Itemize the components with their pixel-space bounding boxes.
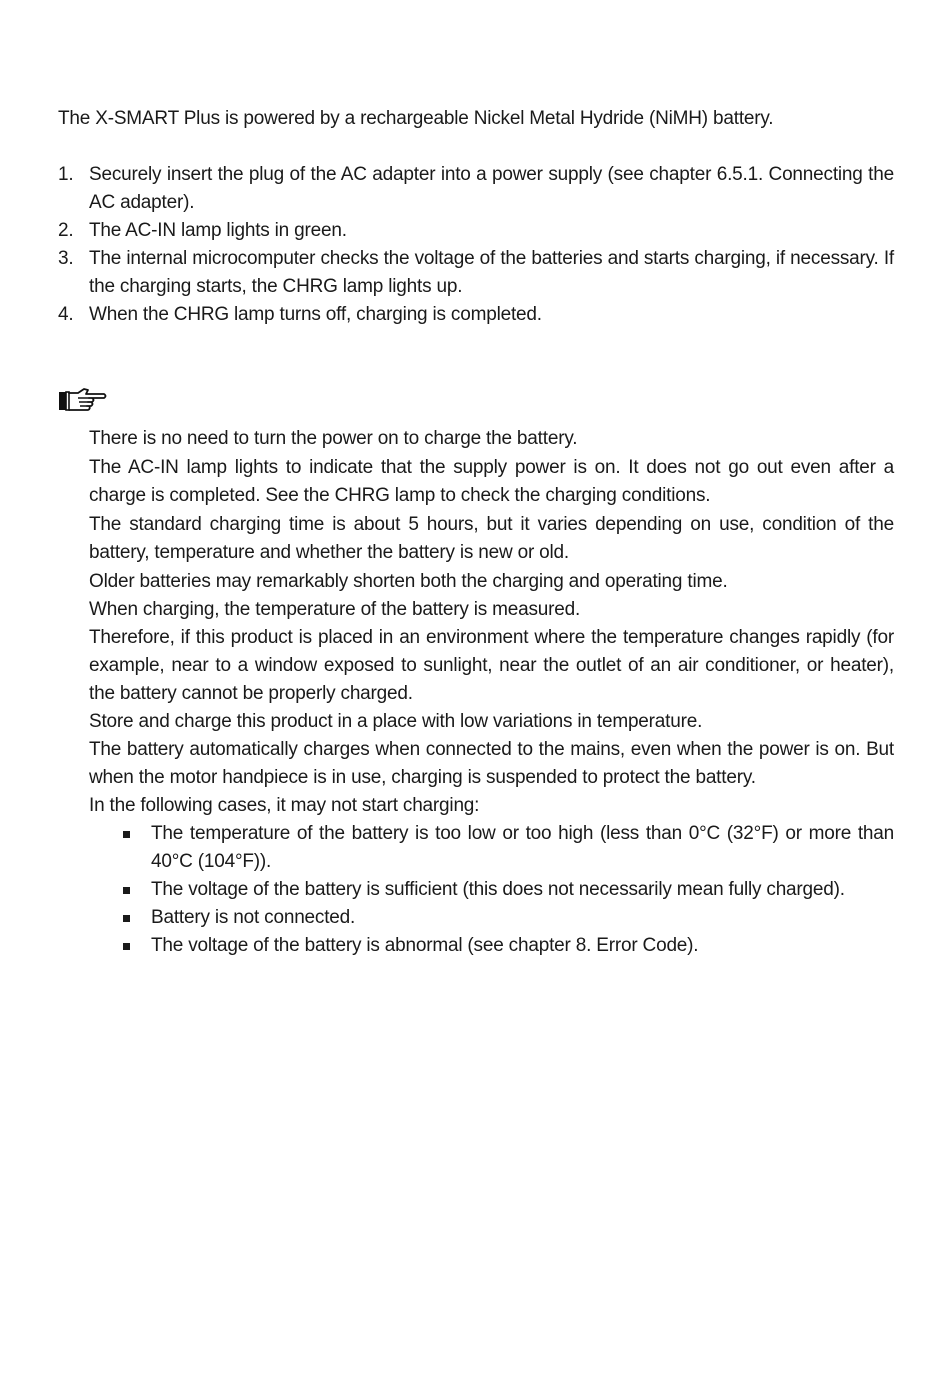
notes-section [89,425,894,960]
square-bullet-icon [123,887,130,894]
pointing-hand-icon [58,386,108,416]
step-number: 2. [58,220,74,241]
note-paragraph: The standard charging time is about 5 hours, but it varies depending on use, condition of the battery, temperature and whether the battery is new or old. [89,514,894,563]
charging-steps-list [58,161,894,329]
step-text: Securely insert the plug of the AC adapter into a power supply (see chapter 6.5.1. Connecting the AC adapter). [89,164,894,213]
list-item [89,904,894,932]
note-paragraph: When charging, the temperature of the battery is measured. [89,599,581,620]
note-paragraph: There is no need to turn the power on to charge the battery. [89,428,578,449]
step-number: 4. [58,304,74,325]
note-paragraph: Older batteries may remarkably shorten both the charging and operating time. [89,571,728,592]
square-bullet-icon [123,915,130,922]
case-text: The temperature of the battery is too low or too high (less than 0°C (32°F) or more than 40°C (104°F)). [151,823,894,872]
charging-exceptions-list [89,820,894,960]
note-paragraph: The battery automatically charges when connected to the mains, even when the power is on. But when the motor handpiece is in use, charging is suspended to protect the battery. [89,739,894,788]
list-item [89,932,894,960]
step-number: 3. [58,248,74,269]
list-item [58,245,894,301]
square-bullet-icon [123,943,130,950]
note-paragraph: The AC-IN lamp lights to indicate that the supply power is on. It does not go out even after a charge is completed. See the CHRG lamp to check the charging conditions. [89,457,894,506]
intro-paragraph: The X-SMART Plus is powered by a rechargeable Nickel Metal Hydride (NiMH) battery. [58,108,774,129]
note-paragraph: Store and charge this product in a place with low variations in temperature. [89,711,703,732]
step-text: When the CHRG lamp turns off, charging is completed. [89,304,542,325]
case-text: The voltage of the battery is sufficient (this does not necessarily mean fully charged). [151,879,845,900]
note-paragraph: Therefore, if this product is placed in an environment where the temperature changes rapidly (for example, near to a window exposed to sunlight, near the outlet of an air conditioner, or heater), the battery cannot be properly charged. [89,627,894,704]
list-item [89,820,894,876]
step-number: 1. [58,164,74,185]
list-item [58,161,894,217]
list-item [58,217,894,245]
case-text: Battery is not connected. [151,907,356,928]
square-bullet-icon [123,831,130,838]
list-item [58,301,894,329]
note-paragraph: In the following cases, it may not start charging: [89,795,480,816]
case-text: The voltage of the battery is abnormal (see chapter 8. Error Code). [151,935,699,956]
step-text: The internal microcomputer checks the voltage of the batteries and starts charging, if necessary. If the charging starts, the CHRG lamp lights up. [89,248,894,297]
step-text: The AC-IN lamp lights in green. [89,220,347,241]
list-item [89,876,894,904]
